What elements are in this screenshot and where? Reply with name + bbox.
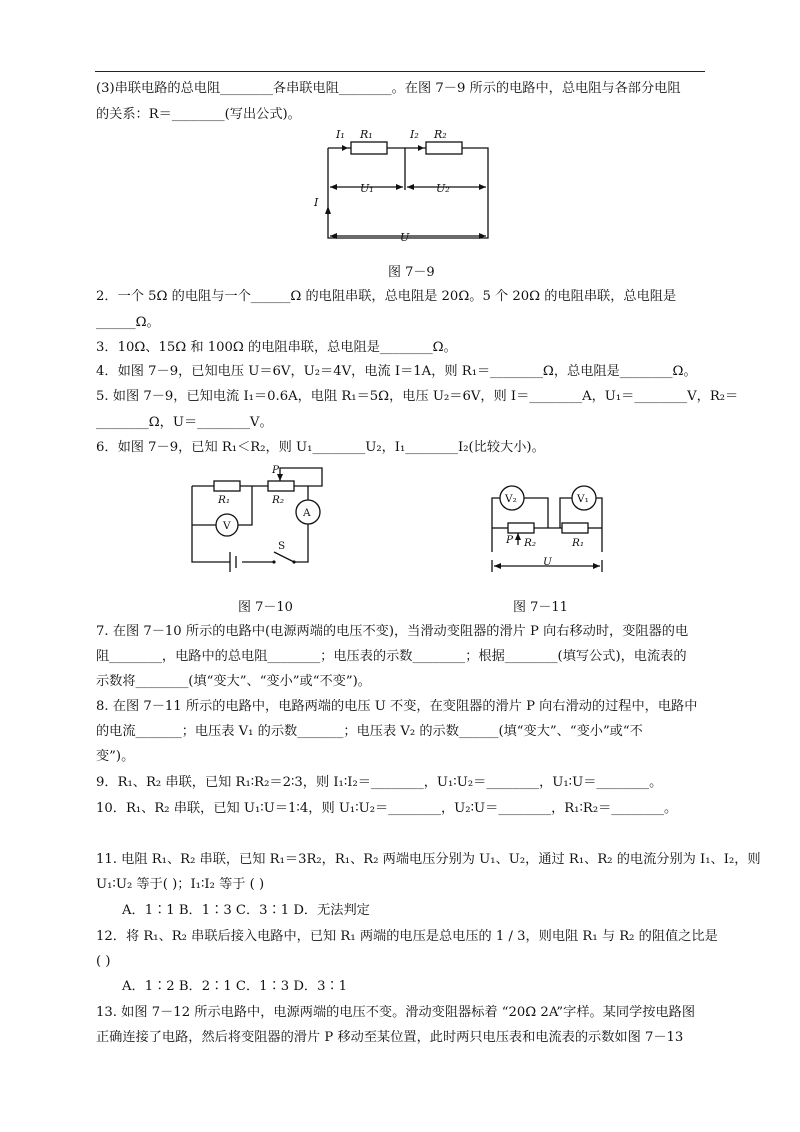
label-U1: U₁ (360, 182, 374, 195)
text-line: 的电流_______；电压表 V₁ 的示数_______；电压表 V₂ 的示数______(填“变大”、“变小”或“不 (96, 724, 643, 739)
text-line: 3．10Ω、15Ω 和 100Ω 的电阻串联，总电阻是________Ω。 (96, 340, 457, 355)
text-line: 5. 如图 7－9，已知电流 I₁＝0.6A，电阻 R₁＝5Ω，电压 U₂＝6V，则 I＝________A，U₁＝________V，R₂＝ (96, 389, 739, 404)
label-P: P (272, 464, 280, 476)
figure-7-10-circuit (180, 458, 340, 573)
label-U: U (543, 556, 552, 568)
label-U2: U₂ (436, 182, 450, 195)
ammeter-icon: A (303, 507, 311, 519)
text-line: 阻________，电路中的总电阻________；电压表的示数________；根据________(填写公式)，电流表的 (96, 649, 687, 664)
text-line: 正确连接了电路，然后将变阻器的滑片 P 移动至某位置，此时两只电压表和电流表的示数如图 7－13 (96, 1030, 684, 1045)
caption-fig-7-9: 图 7－9 (388, 265, 435, 280)
text-line: ________Ω，U＝________V。 (96, 415, 273, 430)
text-line: 12．将 R₁、R₂ 串联后接入电路中，已知 R₁ 两端的电压是总电压的 1 / 3，则电阻 R₁ 与 R₂ 的阻值之比是 (96, 929, 718, 944)
text-line: 6．如图 7－9，已知 R₁＜R₂，则 U₁________U₂，I₁________I₂(比较大小)。 (96, 440, 545, 455)
text-line: A．1∶1 B．1∶3 C．3∶1 D．无法判定 (122, 903, 370, 918)
top-rule (95, 71, 705, 72)
text-line: 9．R₁、R₂ 串联，已知 R₁∶R₂＝2∶3，则 I₁∶I₂＝________，U₁∶U₂＝________，U₁∶U＝________。 (96, 775, 663, 790)
text-line: 7. 在图 7－10 所示的电路中(电源两端的电压不变)，当滑动变阻器的滑片 P 向右移动时，变阻器的电 (96, 624, 689, 639)
label-R2: R₂ (272, 494, 285, 506)
label-P: P (506, 534, 514, 546)
label-I: I (314, 196, 319, 209)
figure-7-11-circuit (480, 470, 630, 580)
caption-fig-7-11: 图 7－11 (513, 600, 568, 615)
text-line: 8. 在图 7－11 所示的电路中，电路两端的电压 U 不变，在变阻器的滑片 P 向右滑动的过程中，电路中 (96, 699, 698, 714)
text-line: 变”)。 (96, 749, 135, 764)
text-line: 的关系：R＝________(写出公式)。 (96, 107, 301, 122)
label-R1: R₁ (218, 494, 231, 506)
text-line: ______Ω。 (96, 315, 160, 330)
label-S: S (278, 540, 286, 552)
text-line: 4．如图 7－9，已知电压 U＝6V，U₂＝4V，电流 I＝1A，则 R₁＝________Ω，总电阻是________Ω。 (96, 364, 697, 379)
voltmeter-2-icon: V₂ (505, 493, 517, 505)
text-line: 示数将________(填“变大”、“变小”或“不变”)。 (96, 674, 371, 689)
text-line: 11. 电阻 R₁、R₂ 串联，已知 R₁＝3R₂，R₁、R₂ 两端电压分别为 U₁、U₂，通过 R₁、R₂ 的电流分别为 I₁、I₂，则 (96, 852, 761, 867)
text-line: 2．一个 5Ω 的电阻与一个______Ω 的电阻串联，总电阻是 20Ω。5 个 20Ω 的电阻串联，总电阻是 (96, 289, 677, 304)
label-R2: R₂ (434, 128, 447, 141)
voltmeter-icon: V (223, 520, 231, 532)
label-R1: R₁ (572, 537, 585, 549)
text-line: A．1∶2 B．2∶1 C．1∶3 D．3∶1 (122, 979, 348, 994)
label-R1: R₁ (360, 128, 373, 141)
text-line: 10．R₁、R₂ 串联，已知 U₁∶U＝1∶4，则 U₁∶U₂＝________，U₂∶U＝________，R₁∶R₂＝________。 (96, 801, 678, 816)
figure-7-9-circuit (300, 120, 500, 250)
label-R2: R₂ (524, 537, 537, 549)
label-I2: I₂ (410, 128, 419, 141)
caption-fig-7-10: 图 7－10 (238, 600, 293, 615)
text-line: U₁∶U₂ 等于( )；I₁∶I₂ 等于 ( ) (96, 877, 265, 892)
text-line: ( ) (96, 954, 111, 969)
voltmeter-1-icon: V₁ (577, 493, 589, 505)
text-line: (3)串联电路的总电阻________各串联电阻________。在图 7－9 所示的电路中，总电阻与各部分电阻 (96, 81, 681, 96)
label-U: U (400, 231, 410, 244)
label-I1: I₁ (336, 128, 345, 141)
text-line: 13. 如图 7－12 所示电路中，电源两端的电压不变。滑动变阻器标着 “20Ω 2A”字样。某同学按电路图 (96, 1005, 696, 1020)
